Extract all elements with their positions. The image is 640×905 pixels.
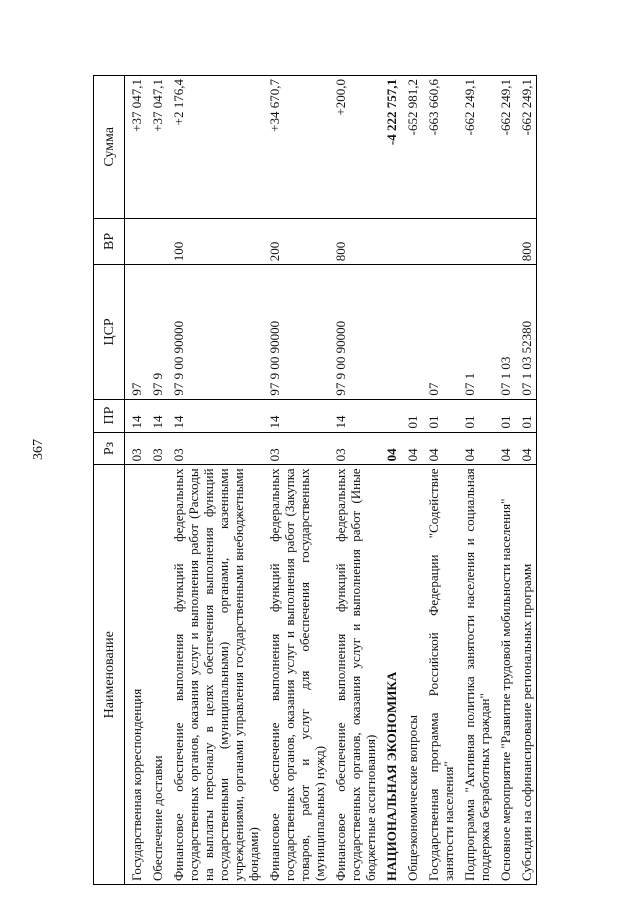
row-vr bbox=[401, 218, 422, 265]
row-vr bbox=[146, 218, 167, 265]
row-pr bbox=[380, 399, 401, 432]
row-rz: 04 bbox=[515, 432, 537, 465]
row-rz: 04 bbox=[494, 432, 515, 465]
row-rz: 03 bbox=[263, 432, 329, 465]
row-sum: -652 981,2 bbox=[401, 76, 422, 219]
row-rz: 04 bbox=[380, 432, 401, 465]
row-sum: +34 670,7 bbox=[263, 76, 329, 219]
table-row bbox=[458, 76, 494, 885]
table-row-section bbox=[380, 76, 401, 885]
header-rz: Рз bbox=[94, 432, 125, 465]
row-csr bbox=[380, 265, 401, 399]
table-row bbox=[125, 76, 147, 885]
row-csr bbox=[401, 265, 422, 399]
row-vr bbox=[422, 218, 458, 265]
row-sum: -662 249,1 bbox=[458, 76, 494, 219]
header-name: Наименование bbox=[94, 465, 125, 885]
row-name: Подпрограмма "Активная политика занятости населения и социальная поддержка безработных граждан" bbox=[458, 465, 494, 885]
row-pr: 14 bbox=[263, 399, 329, 432]
row-rz: 03 bbox=[329, 432, 380, 465]
header-pr: ПР bbox=[94, 399, 125, 432]
row-csr: 07 bbox=[422, 265, 458, 399]
row-sum: +2 176,4 bbox=[167, 76, 263, 219]
table-row bbox=[167, 76, 263, 885]
row-name: Государственная программа Российской Федерации "Содействие занятости населения" bbox=[422, 465, 458, 885]
row-vr bbox=[125, 218, 147, 265]
row-rz: 03 bbox=[125, 432, 147, 465]
row-csr: 07 1 03 bbox=[494, 265, 515, 399]
table-header-row bbox=[94, 76, 125, 885]
row-pr: 14 bbox=[329, 399, 380, 432]
row-pr: 14 bbox=[146, 399, 167, 432]
row-csr: 97 9 00 90000 bbox=[263, 265, 329, 399]
table-row bbox=[263, 76, 329, 885]
row-vr: 100 bbox=[167, 218, 263, 265]
row-pr: 01 bbox=[494, 399, 515, 432]
header-sum: Сумма bbox=[94, 76, 125, 219]
row-sum: +37 047,1 bbox=[125, 76, 147, 219]
row-csr: 07 1 bbox=[458, 265, 494, 399]
row-rz: 04 bbox=[458, 432, 494, 465]
row-pr: 14 bbox=[125, 399, 147, 432]
row-rz: 04 bbox=[422, 432, 458, 465]
row-csr: 97 9 00 90000 bbox=[167, 265, 263, 399]
row-csr: 97 9 00 90000 bbox=[329, 265, 380, 399]
row-vr: 800 bbox=[515, 218, 537, 265]
row-name: Общеэкономические вопросы bbox=[401, 465, 422, 885]
row-csr: 97 bbox=[125, 265, 147, 399]
row-name: Государственная корреспонденция bbox=[125, 465, 147, 885]
row-name: Основное мероприятие "Развитие трудовой мобильности населения" bbox=[494, 465, 515, 885]
row-csr: 07 1 03 52380 bbox=[515, 265, 537, 399]
row-vr: 200 bbox=[263, 218, 329, 265]
row-name: Финансовое обеспечение выполнения функций федеральных государственных органов, оказания услуг и выполнения работ (Иные бюджетные ассигнования) bbox=[329, 465, 380, 885]
row-name: Субсидии на софинансирование региональных программ bbox=[515, 465, 537, 885]
row-name: Обеспечение доставки bbox=[146, 465, 167, 885]
row-vr bbox=[494, 218, 515, 265]
table-row bbox=[329, 76, 380, 885]
row-rz: 04 bbox=[401, 432, 422, 465]
row-name: НАЦИОНАЛЬНАЯ ЭКОНОМИКА bbox=[380, 465, 401, 885]
row-sum: -662 249,1 bbox=[515, 76, 537, 219]
header-csr: ЦСР bbox=[94, 265, 125, 399]
row-vr bbox=[380, 218, 401, 265]
row-sum: -663 660,6 bbox=[422, 76, 458, 219]
row-vr: 800 bbox=[329, 218, 380, 265]
rotated-table-wrapper bbox=[93, 75, 593, 885]
row-pr: 01 bbox=[422, 399, 458, 432]
table-row bbox=[401, 76, 422, 885]
row-sum: +200,0 bbox=[329, 76, 380, 219]
row-pr: 14 bbox=[167, 399, 263, 432]
row-rz: 03 bbox=[146, 432, 167, 465]
row-csr: 97 9 bbox=[146, 265, 167, 399]
page-number: 367 bbox=[31, 439, 46, 460]
row-sum: -4 222 757,1 bbox=[380, 76, 401, 219]
row-name: Финансовое обеспечение выполнения функций федеральных государственных органов, оказания услуг и выполнения работ (Расходы на выплаты персоналу в целях обеспечения выполнения функций государственными (муниципальными) органами, казенными учреждениями, органами управления государственными внебюджетными фондами) bbox=[167, 465, 263, 885]
row-pr: 01 bbox=[515, 399, 537, 432]
table-row bbox=[515, 76, 537, 885]
row-pr: 01 bbox=[401, 399, 422, 432]
row-sum: +37 047,1 bbox=[146, 76, 167, 219]
table-row bbox=[422, 76, 458, 885]
row-vr bbox=[458, 218, 494, 265]
row-rz: 03 bbox=[167, 432, 263, 465]
header-vr: ВР bbox=[94, 218, 125, 265]
table-row bbox=[146, 76, 167, 885]
budget-table bbox=[93, 75, 537, 885]
row-pr: 01 bbox=[458, 399, 494, 432]
table-row bbox=[494, 76, 515, 885]
row-sum: -662 249,1 bbox=[494, 76, 515, 219]
row-name: Финансовое обеспечение выполнения функций федеральных государственных органов, оказания услуг и выполнения работ (Закупка товаров, работ и услуг для обеспечения государственных (муниципальных) нужд) bbox=[263, 465, 329, 885]
